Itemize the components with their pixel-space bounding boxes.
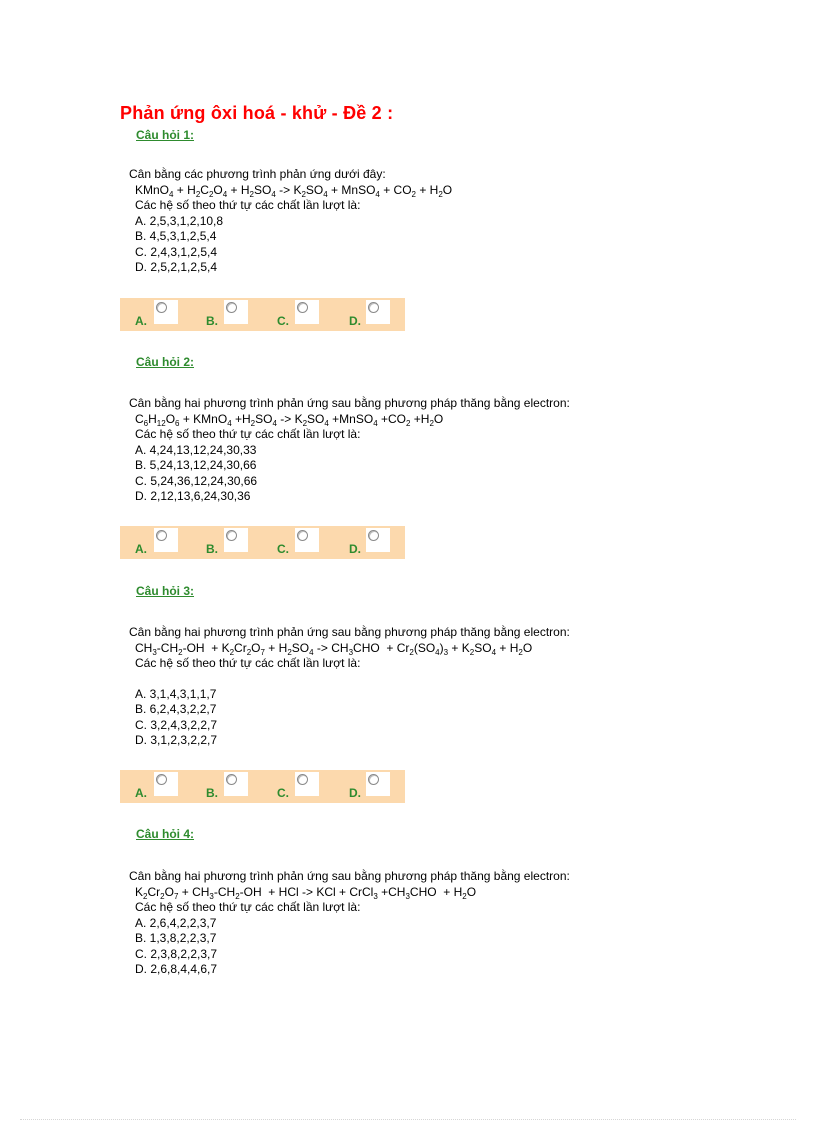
question-2-label: Câu hỏi 2:	[136, 355, 195, 369]
option-a-label: A.	[135, 314, 147, 328]
option-c-radio-box[interactable]	[295, 772, 319, 796]
option-b-radio-box[interactable]	[224, 772, 248, 796]
question-4-answer-b: B. 1,3,8,2,2,3,7	[135, 931, 217, 945]
question-2-answer-b: B. 5,24,13,12,24,30,66	[135, 458, 257, 472]
question-1-answer-b: B. 4,5,3,1,2,5,4	[135, 229, 217, 243]
option-b-radio-box[interactable]	[224, 528, 248, 552]
option-b-label: B.	[206, 786, 218, 800]
question-3-body	[129, 625, 570, 749]
page-footer-divider	[20, 1119, 796, 1120]
question-1-answer-a: A. 2,5,3,1,2,10,8	[135, 213, 224, 228]
question-3-answer-a: A. 3,1,4,3,1,1,7	[135, 686, 217, 701]
question-1-label: Câu hỏi 1:	[136, 128, 195, 142]
radio-icon[interactable]	[226, 774, 237, 785]
question-4-label: Câu hỏi 4:	[136, 827, 195, 841]
question-3-answer-c: C. 3,2,4,3,2,2,7	[135, 717, 218, 732]
question-4-answer-d: D. 2,6,8,4,4,6,7	[135, 962, 218, 976]
question-3-answer-b: B. 6,2,4,3,2,2,7	[135, 702, 217, 716]
option-b-label: B.	[206, 542, 218, 556]
option-c-radio-box[interactable]	[295, 528, 319, 552]
radio-icon[interactable]	[156, 530, 167, 541]
option-d-radio-box[interactable]	[366, 772, 390, 796]
option-a-label: A.	[135, 786, 147, 800]
question-1-instruction: Các hệ số theo thứ tự các chất lần lượt là:	[135, 198, 361, 212]
radio-icon[interactable]	[297, 530, 308, 541]
question-2-answer-d: D. 2,12,13,6,24,30,36	[135, 489, 251, 503]
question-3-instruction: Các hệ số theo thứ tự các chất lần lượt là:	[135, 656, 361, 670]
question-2-answer-a: A. 4,24,13,12,24,30,33	[135, 442, 257, 457]
option-b-radio-box[interactable]	[224, 300, 248, 324]
question-2-prompt: Cân bằng hai phương trình phản ứng sau bằng phương pháp thăng bằng electron:	[129, 396, 570, 410]
question-2-body	[129, 396, 570, 505]
option-d-radio-box[interactable]	[366, 300, 390, 324]
radio-icon[interactable]	[156, 302, 167, 313]
question-4-body	[129, 869, 570, 978]
option-d-label: D.	[349, 314, 361, 328]
radio-icon[interactable]	[226, 302, 237, 313]
option-c-radio-box[interactable]	[295, 300, 319, 324]
option-d-label: D.	[349, 786, 361, 800]
question-4-prompt: Cân bằng hai phương trình phản ứng sau bằng phương pháp thăng bằng electron:	[129, 869, 570, 883]
radio-icon[interactable]	[226, 530, 237, 541]
page-title: Phản ứng ôxi hoá - khử - Đề 2 :	[120, 103, 394, 123]
option-c-label: C.	[277, 314, 289, 328]
option-c-label: C.	[277, 786, 289, 800]
option-a-label: A.	[135, 542, 147, 556]
radio-icon[interactable]	[297, 774, 308, 785]
radio-icon[interactable]	[368, 774, 379, 785]
question-4-answer-a: A. 2,6,4,2,2,3,7	[135, 915, 217, 930]
question-1-answer-d: D. 2,5,2,1,2,5,4	[135, 260, 218, 274]
option-d-label: D.	[349, 542, 361, 556]
question-4-equation: $K_2Cr_2O_7 + CH_3-CH_2-OH$ + HCl -> KCl + CrCl$_3$ $+CH_3CHO + H_2O$	[135, 884, 477, 901]
question-2-instruction: Các hệ số theo thứ tự các chất lần lượt là:	[135, 427, 361, 441]
option-a-radio-box[interactable]	[154, 772, 178, 796]
question-2-answer-c: C. 5,24,36,12,24,30,66	[135, 473, 258, 488]
question-1-body	[129, 167, 452, 276]
option-b-label: B.	[206, 314, 218, 328]
radio-icon[interactable]	[368, 530, 379, 541]
spacer	[129, 672, 570, 687]
option-d-radio-box[interactable]	[366, 528, 390, 552]
question-3-equation: $CH_3-CH_2-OH + K_2Cr_2O_7 + H_2SO_4 -> CH_3CHO + Cr_2(SO_4)_3 + K_2SO_4 + H_2O$	[135, 640, 533, 657]
question-3-label: Câu hỏi 3:	[136, 584, 195, 598]
question-1-equation: KMnO$_4$ + $H_2C_2O_4 + H_2SO_4 -> K_2SO_4$ + MnSO$_4$ + $CO_2 + H_2O$	[135, 182, 453, 199]
question-4-instruction: Các hệ số theo thứ tự các chất lần lượt là:	[135, 900, 361, 914]
question-2-answer-bar	[120, 526, 405, 559]
question-3-answer-d: D. 3,1,2,3,2,2,7	[135, 733, 218, 747]
question-3-answer-bar	[120, 770, 405, 803]
radio-icon[interactable]	[297, 302, 308, 313]
question-4-answer-c: C. 2,3,8,2,2,3,7	[135, 946, 218, 961]
option-c-label: C.	[277, 542, 289, 556]
option-a-radio-box[interactable]	[154, 528, 178, 552]
radio-icon[interactable]	[368, 302, 379, 313]
question-1-answer-c: C. 2,4,3,1,2,5,4	[135, 244, 218, 259]
question-1-prompt: Cân bằng các phương trình phản ứng dưới đây:	[129, 167, 386, 181]
option-a-radio-box[interactable]	[154, 300, 178, 324]
question-2-equation: $C_6H_{12}O_6$ + KMnO$_4$ $+H_2SO_4 -> K_2SO_4$ +MnSO$_4$ $+CO_2 +H_2O$	[135, 411, 444, 428]
question-3-prompt: Cân bằng hai phương trình phản ứng sau bằng phương pháp thăng bằng electron:	[129, 625, 570, 639]
question-1-answer-bar	[120, 298, 405, 331]
radio-icon[interactable]	[156, 774, 167, 785]
